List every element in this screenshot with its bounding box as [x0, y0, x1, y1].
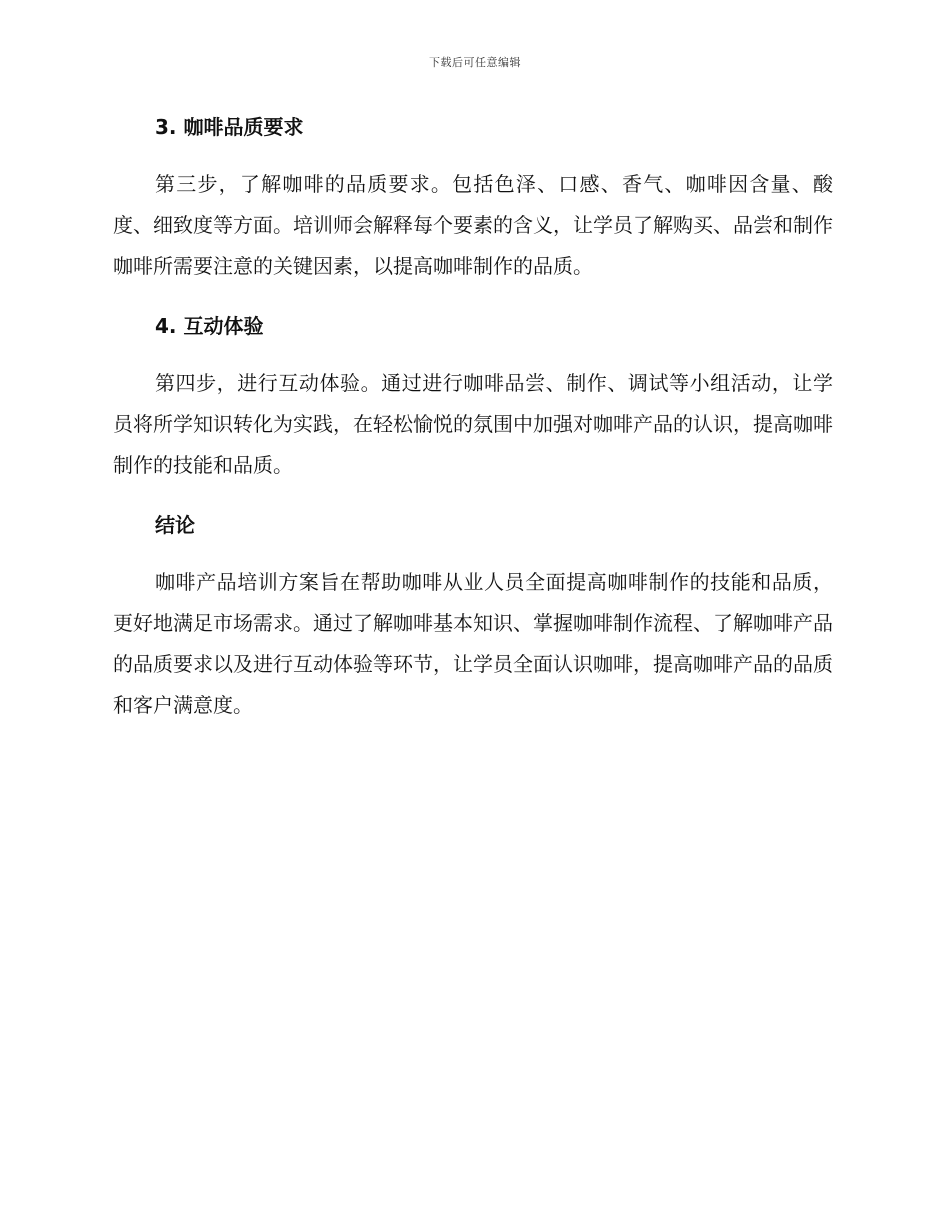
- page-header-note: 下载后可任意编辑: [429, 56, 521, 69]
- document-body: [113, 112, 833, 750]
- section-paragraph-conclusion: 咖啡产品培训方案旨在帮助咖啡从业人员全面提高咖啡制作的技能和品质，更好地满足市场需求。通过了解咖啡基本知识、掌握咖啡制作流程、了解咖啡产品的品质要求以及进行互动体验等环节，让学员全面认识咖啡，提高咖啡产品的品质和客户满意度。: [113, 570, 833, 717]
- section-heading-conclusion: 结论: [155, 513, 195, 537]
- section-heading-interactive: 4. 互动体验: [155, 314, 264, 338]
- section-paragraph-interactive: 第四步，进行互动体验。通过进行咖啡品尝、制作、调试等小组活动，让学员将所学知识转化为实践，在轻松愉悦的氛围中加强对咖啡产品的认识，提高咖啡制作的技能和品质。: [113, 371, 833, 477]
- section-heading-quality: 3. 咖啡品质要求: [155, 115, 304, 139]
- section-paragraph-quality: 第三步，了解咖啡的品质要求。包括色泽、口感、香气、咖啡因含量、酸度、细致度等方面。培训师会解释每个要素的含义，让学员了解购买、品尝和制作咖啡所需要注意的关键因素，以提高咖啡制作的品质。: [113, 172, 833, 278]
